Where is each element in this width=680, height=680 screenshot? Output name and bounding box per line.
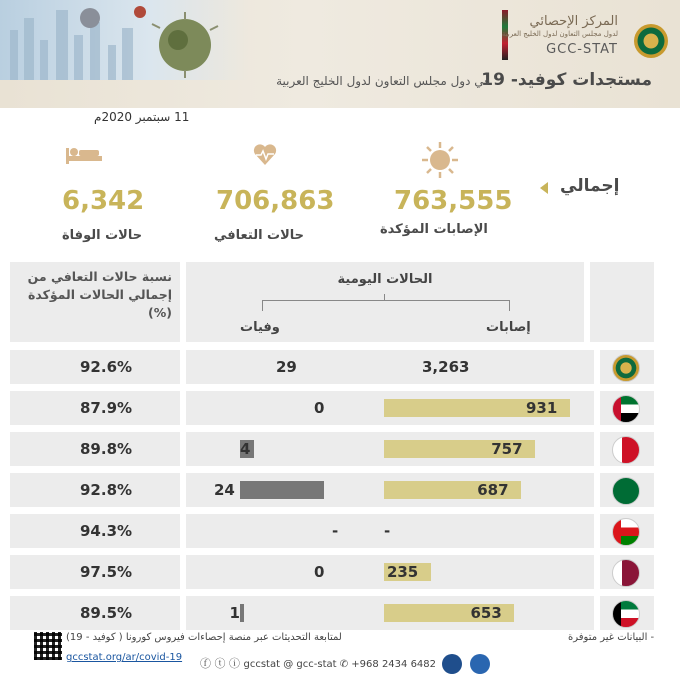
whatsapp-icon: ✆ [339,659,352,670]
deaths-bar [240,604,244,622]
daily-cases-cell [186,391,594,425]
table-row [10,473,654,507]
bracket-stem [384,294,385,300]
logo-stat: GCC-STAT [546,42,618,57]
daily-cases-header: الحالات اليومية [337,272,433,287]
uae-flag-icon [612,395,640,423]
cases-column-header: إصابات [486,320,531,335]
page-subtitle: في دول مجلس التعاون لدول الخليج العربية [276,74,490,88]
at-icon: @ [283,659,297,670]
table-row [10,514,654,548]
deaths-bar [240,481,324,499]
footer-not-available-note: - البيانات غير متوفرة [568,632,655,643]
recovery-rate-cell: 89.8% [10,432,180,466]
flag-cell [600,596,654,630]
virus-icon [420,140,460,180]
table-row [10,391,654,425]
confirmed-total: 763,555 [394,186,513,216]
totals-label: إجمالي [560,176,620,196]
gcc-emblem-icon [634,24,668,58]
deaths-value: 4 [240,440,251,458]
flag-cell [600,555,654,589]
logo-title: المركز الإحصائي [529,14,618,29]
qr-code-icon[interactable] [34,632,62,660]
kuwait-flag-icon [612,600,640,628]
logo-text [502,14,618,38]
footer-handle[interactable]: gcc-stat [296,659,337,670]
patient-bed-icon [64,144,104,166]
recovery-rate-cell: 94.3% [10,514,180,548]
social-handle[interactable]: gccstat [243,659,281,670]
page-title: مستجدات كوفيد- 19 [481,70,652,90]
flag-cell [600,432,654,466]
deaths-label: حالات الوفاة [62,228,143,243]
flag-cell [600,473,654,507]
deaths-value: 0 [314,399,325,417]
heart-pulse-icon [252,142,278,168]
footer-phone[interactable]: +968 2434 6482 [351,659,437,670]
cases-value: 757 [491,440,523,458]
deaths-value: 0 [314,563,325,581]
saudi-flag-icon [612,477,640,505]
table-row [10,350,654,384]
table-row [10,555,654,589]
recovered-total: 706,863 [216,186,335,216]
flag-header-cell [590,262,654,342]
certification-logo-icon [442,654,462,674]
confirmed-label: الإصابات المؤكدة [380,222,488,237]
daily-cases-cell [186,596,594,630]
bracket-divider [262,300,510,311]
logo-subtitle: لدول مجلس التعاون لدول الخليج العربية [501,29,618,38]
daily-cases-cell [186,473,594,507]
gcc-emblem-icon [612,354,640,382]
report-date: 11 سبتمبر 2020م [94,110,190,124]
table-row [10,432,654,466]
table-row [10,596,654,630]
bahrain-flag-icon [612,436,640,464]
deaths-total: 6,342 [62,186,145,216]
cases-value: 3,263 [422,358,470,376]
header-banner [0,0,680,108]
recovery-rate-cell: 89.5% [10,596,180,630]
virus-illustration [0,0,250,80]
qatar-flag-icon [612,559,640,587]
tuv-logo-icon [470,654,490,674]
recovered-label: حالات التعافي [214,228,305,243]
oman-flag-icon [612,518,640,546]
social-icons[interactable]: ⓕ ⓣ ⓘ [200,657,244,670]
recovery-rate-cell: 92.6% [10,350,180,384]
footer-contacts [200,655,436,671]
flag-cell [600,391,654,425]
recovery-rate-header: نسبة حالات التعافي من إجمالي الحالات المؤكدة (%) [27,269,172,321]
recovery-rate-header-cell [10,262,180,342]
daily-cases-header-cell [186,262,584,342]
daily-cases-cell [186,432,594,466]
recovery-rate-cell: 92.8% [10,473,180,507]
deaths-value: 24 [214,481,235,499]
footer-follow-text: لمتابعة التحديثات عبر منصة إحصاءات فيروس كورونا ( كوفيد - 19) [66,632,342,643]
deaths-value: - [332,522,339,540]
cases-value: 931 [526,399,558,417]
daily-cases-cell [186,514,594,548]
flag-cell [600,350,654,384]
deaths-column-header: وفيات [240,320,280,335]
recovery-rate-cell: 87.9% [10,391,180,425]
footer-link[interactable]: gccstat.org/ar/covid-19 [66,652,183,663]
cases-value: 687 [477,481,509,499]
cases-value: - [384,522,391,540]
arrow-left-icon [540,182,548,194]
recovery-rate-cell: 97.5% [10,555,180,589]
cases-value: 235 [386,563,419,581]
daily-cases-cell [186,555,594,589]
cases-value: 653 [470,604,502,622]
flag-cell [600,514,654,548]
daily-cases-cell [186,350,594,384]
deaths-value: 29 [276,358,297,376]
deaths-value: 1 [229,604,240,622]
